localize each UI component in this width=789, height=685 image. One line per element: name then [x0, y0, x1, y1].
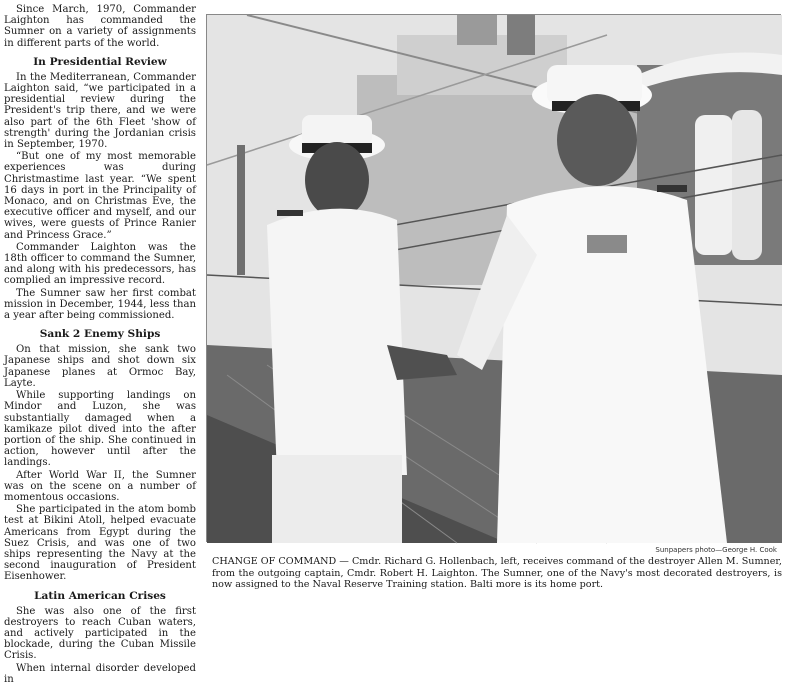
- article-paragraph: When internal disorder developed in: [4, 662, 196, 685]
- article-paragraph: The Sumner saw her first combat mission in December, 1944, less than a year after being commissioned.: [4, 287, 196, 322]
- article-paragraph: After World War II, the Sumner was on the scene on a number of momentous occasions.: [4, 469, 196, 503]
- article-paragraph: Commander Laighton was the 18th officer to command the Sumner, and along with his predecessors, has complied an impressive record.: [4, 241, 196, 287]
- article-paragraph: She participated in the atom bomb test at Bikini Atoll, helped evacuate Americans from Egypt during the Suez Crisis, and was one of two ships representing the Navy at the second inauguration of President Eisenhower.: [4, 504, 196, 583]
- photo-credit: Sunpapers photo—George H. Cook: [655, 546, 777, 554]
- news-photo: [206, 14, 781, 542]
- article-paragraph: She was also one of the first destroyers to reach Cuban waters, and actively participated in the blockade, during the Cuban Missile Crisis.: [4, 605, 196, 662]
- article-paragraph: While supporting landings on Mindor and Luzon, she was substantially damaged when a kamikaze pilot dived into the after portion of the ship. She continued in action, however until after the landings.: [4, 390, 196, 469]
- photo-caption: CHANGE OF COMMAND — Cmdr. Richard G. Hollenbach, left, receives command of the destroyer Allen M. Sumner, from the outgoing captain, Cmdr. Robert H. Laighton. The Sumner, one of the Navy's most decorated destroyers, is now assigned to the Naval Reserve Training station. Balti more is its home port.: [212, 556, 782, 591]
- article-paragraph: Since March, 1970, Commander Laighton has commanded the Sumner on a variety of assignments in different parts of the world.: [4, 4, 196, 49]
- article-paragraph: On that mission, she sank two Japanese ships and shot down six Japanese planes at Ormoc Bay, Layte.: [4, 344, 196, 389]
- photo-illustration: [207, 15, 782, 543]
- article-paragraph: “But one of my most memorable experiences was during Christmastime last year. “We spent 16 days in port in the Principality of Monaco, and on Christmas Eve, the executive officer and myself, and our wives, were guests of Prince Ranier and Princess Grace.”: [4, 151, 196, 241]
- subheading-latin-american-crises: Latin American Crises: [34, 589, 166, 602]
- subheading-sank-enemy-ships: Sank 2 Enemy Ships: [39, 328, 161, 341]
- subheading-presidential-review: In Presidential Review: [33, 55, 167, 68]
- article-paragraph: In the Mediterranean, Commander Laighton said, “we participated in a presidential review during the President's trip there, and we were also part of the 6th Fleet 'show of strength' during the Jordanian crisis in September, 1970.: [4, 71, 196, 151]
- article-column: [4, 4, 196, 685]
